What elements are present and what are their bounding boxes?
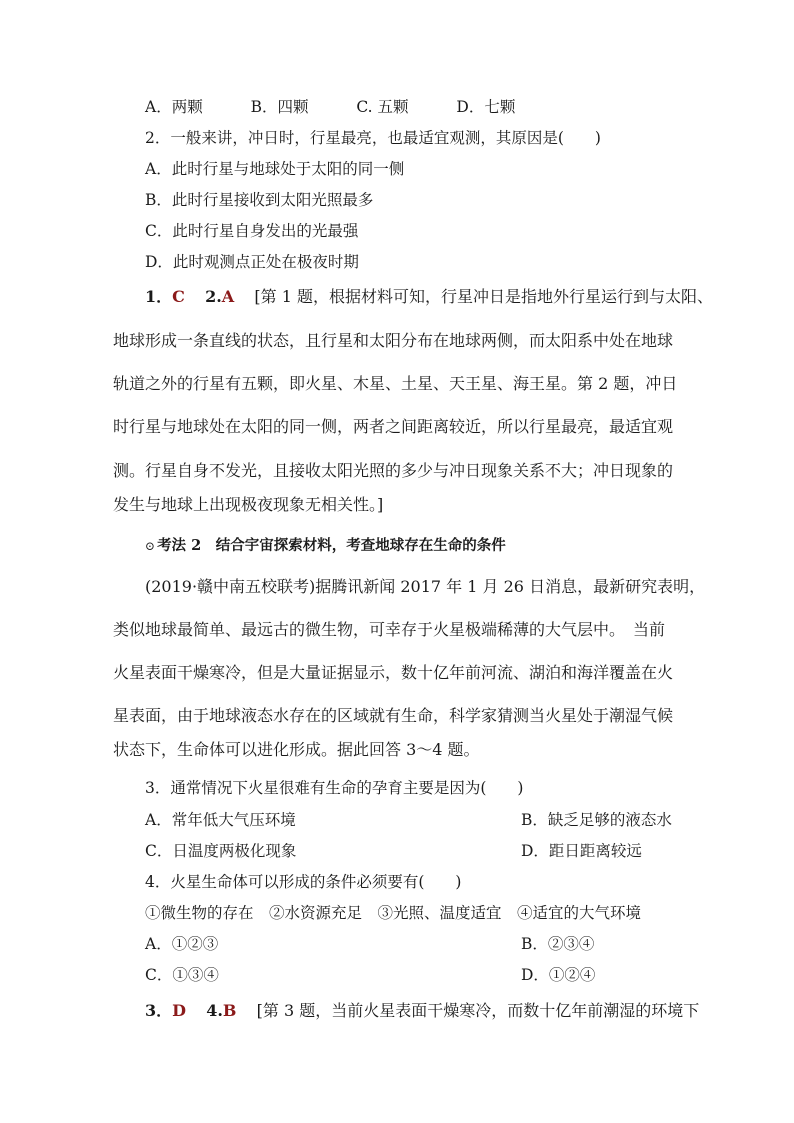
passage-line-2: 火星表面干燥寒冷，但是大量证据显示，数十亿年前河流、湖泊和海洋覆盖在火 <box>113 663 674 682</box>
answer1-line-4: 测。行星自身不发光，且接收太阳光照的多少与冲日现象关系不大；冲日现象的 <box>113 461 674 480</box>
q4-stem: 4．火星生命体可以形成的条件必须要有( ) <box>145 873 462 891</box>
answer1-num1: 1． <box>145 287 173 306</box>
q3-option-a: A．常年低大气压环境 <box>145 811 296 829</box>
passage-line-1: 类似地球最简单、最远古的微生物，可幸存于火星极端稀薄的大气层中。 当前 <box>113 620 666 639</box>
answer1-key2: A <box>221 287 235 306</box>
q2-option-d: D．此时观测点正处在极夜时期 <box>145 253 359 271</box>
q4-option-c: C．①③④ <box>145 966 219 984</box>
q3-option-d: D．距日距离较远 <box>521 842 642 860</box>
answer1-line-2: 轨道之外的行星有五颗，即火星、木星、土星、天王星、海王星。第 2 题，冲日 <box>113 374 678 393</box>
q1-option-c: C. 五颗 <box>356 98 409 116</box>
passage-line-3: 星表面，由于地球液态水存在的区域就有生命，科学家猜测当火星处于潮湿气候 <box>113 706 674 725</box>
answer2-key1: D <box>172 1001 187 1020</box>
q3-stem: 3．通常情况下火星很难有生命的孕育主要是因为( ) <box>145 779 524 797</box>
answer2-text: [第 3 题，当前火星表面干燥寒冷，而数十亿年前潮湿的环境下 <box>256 1001 700 1020</box>
q4-option-b: B．②③④ <box>521 935 595 953</box>
q4-option-a: A．①②③ <box>145 935 219 953</box>
q4-conditions: ①微生物的存在 ②水资源充足 ③光照、温度适宜 ④适宜的大气环境 <box>145 904 642 922</box>
q4-option-d: D．①②④ <box>521 966 596 984</box>
q4-options-row-1 <box>145 934 595 954</box>
answer1-line-0: [第 1 题，根据材料可知，行星冲日是指地外行星运行到与太阳、 <box>254 287 713 306</box>
answer2-num2: 4. <box>206 1001 223 1020</box>
answer2-key2: B <box>222 1001 237 1020</box>
q2-stem: 2．一般来讲，冲日时，行星最亮，也最适宜观测，其原因是( ) <box>145 129 601 147</box>
q2-option-b: B．此时行星接收到太阳光照最多 <box>145 191 374 209</box>
answer2-line <box>145 1001 699 1021</box>
passage-line-4: 状态下，生命体可以进化形成。据此回答 3～4 题。 <box>113 740 480 759</box>
q3-options-row-1 <box>145 810 672 830</box>
answer1-line-5: 发生与地球上出现极夜现象无相关性。] <box>113 495 384 514</box>
section-mark-icon: ⊙ <box>145 539 156 553</box>
section-title: 考法 2 结合宇宙探索材料，考查地球存在生命的条件 <box>157 537 506 554</box>
answer1-line-1: 地球形成一条直线的状态，且行星和太阳分布在地球两侧，而太阳系中处在地球 <box>113 331 674 350</box>
q3-option-c: C．日温度两极化现象 <box>145 842 297 860</box>
q1-option-b: B．四颗 <box>250 98 309 116</box>
q1-option-a: A．两颗 <box>145 98 203 116</box>
q2-option-a: A．此时行星与地球处于太阳的同一侧 <box>145 160 405 178</box>
passage-line-0: (2019·赣中南五校联考)据腾讯新闻 2017 年 1 月 26 日消息，最新研究表明， <box>145 577 706 596</box>
answer1-line-3: 时行星与地球处在太阳的同一侧，两者之间距离较近，所以行星最亮，最适宜观 <box>113 417 674 436</box>
answer1-first-line <box>145 287 713 307</box>
q3-options-row-2 <box>145 841 642 861</box>
answer1-key1: C <box>172 287 185 306</box>
q4-options-row-2 <box>145 965 596 985</box>
answer2-num1: 3． <box>145 1001 173 1020</box>
q2-option-c: C．此时行星自身发出的光最强 <box>145 222 359 240</box>
q1-option-d: D．七颗 <box>456 98 516 116</box>
answer1-num2: 2. <box>205 287 222 306</box>
q3-option-b: B．缺乏足够的液态水 <box>521 811 672 829</box>
section-heading <box>145 536 506 556</box>
q1-options-row <box>145 97 515 117</box>
